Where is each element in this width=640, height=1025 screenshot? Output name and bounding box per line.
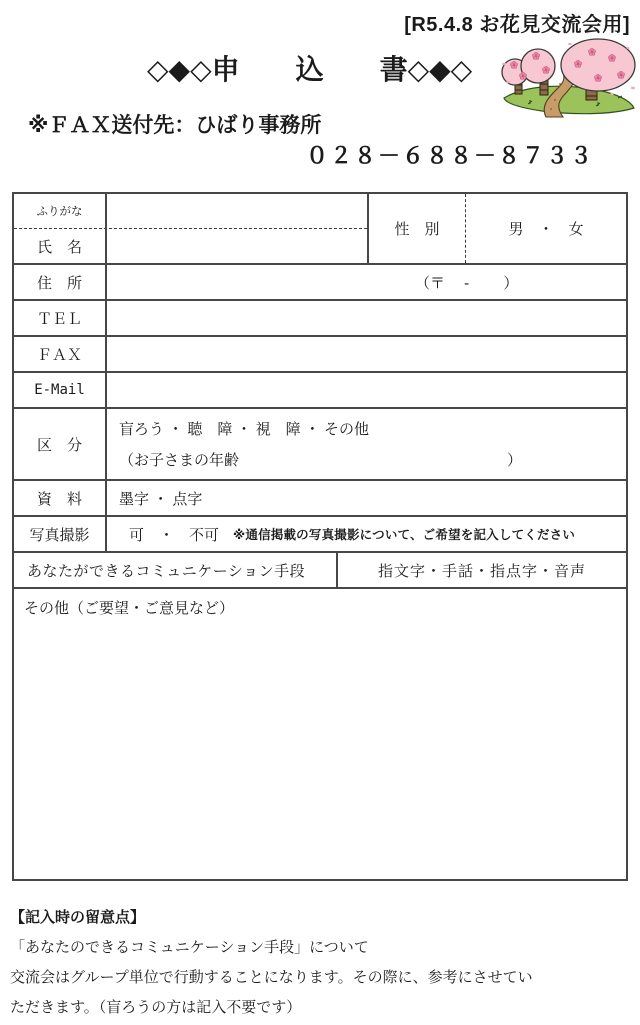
- cherry-blossom-trees-image: [500, 38, 638, 120]
- photo-row: [14, 517, 626, 553]
- email-label: E-Mail: [14, 373, 107, 407]
- name-gender-row: [14, 194, 626, 265]
- tel-input[interactable]: [107, 301, 626, 335]
- notes-line-1: 「あなたのできるコミュニケーション手段」について: [10, 939, 369, 956]
- fax-input[interactable]: [107, 337, 626, 371]
- application-table: [12, 192, 628, 881]
- photo-options: 可 ・ 不可: [129, 526, 220, 544]
- furigana-label: ふりがな: [14, 194, 107, 228]
- photo-label: 写真撮影: [14, 517, 107, 551]
- tel-row: [14, 301, 626, 337]
- tel-label: ＴＥＬ: [14, 301, 107, 335]
- photo-note: ※通信掲載の写真撮影について、ご希望を記入してください: [233, 528, 576, 542]
- fax-row: [14, 337, 626, 373]
- child-age-close: ）: [507, 451, 523, 469]
- gender-label: 性 別: [369, 194, 466, 263]
- name-label: 氏 名: [14, 229, 107, 263]
- communication-options: 指文字・手話・指点字・音声: [377, 562, 586, 580]
- name-subrow: [14, 229, 367, 263]
- name-input[interactable]: [107, 229, 367, 263]
- child-age-line: [119, 449, 522, 470]
- address-row: [14, 265, 626, 301]
- communication-label: あなたができるコミュニケーション手段: [14, 553, 338, 587]
- notes-title: 【記入時の留意点】: [10, 909, 146, 926]
- child-age-open: （お子さまの年齢: [119, 451, 240, 469]
- other-row: [14, 589, 626, 879]
- cherry-blossom-trees-icon: [500, 38, 638, 120]
- address-input[interactable]: [107, 265, 626, 299]
- other-input[interactable]: [14, 589, 626, 879]
- photo-cell: [107, 517, 626, 551]
- fax-number: ０２８－６８８－８７３３: [306, 143, 595, 168]
- materials-label: 資 料: [14, 481, 107, 515]
- fax-destination: ※ＦＡＸ送付先：ひばり事務所: [28, 114, 322, 137]
- materials-options: 墨字 ・ 点字: [119, 490, 203, 508]
- page-title: ◇◆◇申 込 書◇◆◇: [147, 54, 473, 85]
- notes-line-3: ただきます。（盲ろうの方は記入不要です）: [10, 999, 302, 1016]
- other-label: その他（ご要望・ご意見など）: [24, 600, 235, 617]
- name-group: [14, 194, 369, 263]
- email-input[interactable]: [107, 373, 626, 407]
- furigana-input[interactable]: [107, 194, 367, 228]
- category-label: 区 分: [14, 409, 107, 479]
- postal-code-hint: （〒 - ）: [415, 274, 519, 292]
- materials-row: [14, 481, 626, 517]
- category-cell: [107, 409, 626, 479]
- email-row: [14, 373, 626, 409]
- category-options: 盲ろう ・ 聴 障 ・ 視 障 ・ その他: [119, 421, 370, 439]
- category-row: [14, 409, 626, 481]
- address-label: 住 所: [14, 265, 107, 299]
- communication-row: [14, 553, 626, 589]
- furigana-subrow: [14, 194, 367, 229]
- event-tag: [R5.4.8 お花見交流会用]: [404, 14, 630, 36]
- fax-label: ＦＡＸ: [14, 337, 107, 371]
- gender-options: 男 ・ 女: [508, 221, 584, 238]
- notes-line-2: 交流会はグループ単位で行動することになります。その際に、参考にさせてい: [10, 969, 533, 986]
- notes-section: [10, 903, 634, 1023]
